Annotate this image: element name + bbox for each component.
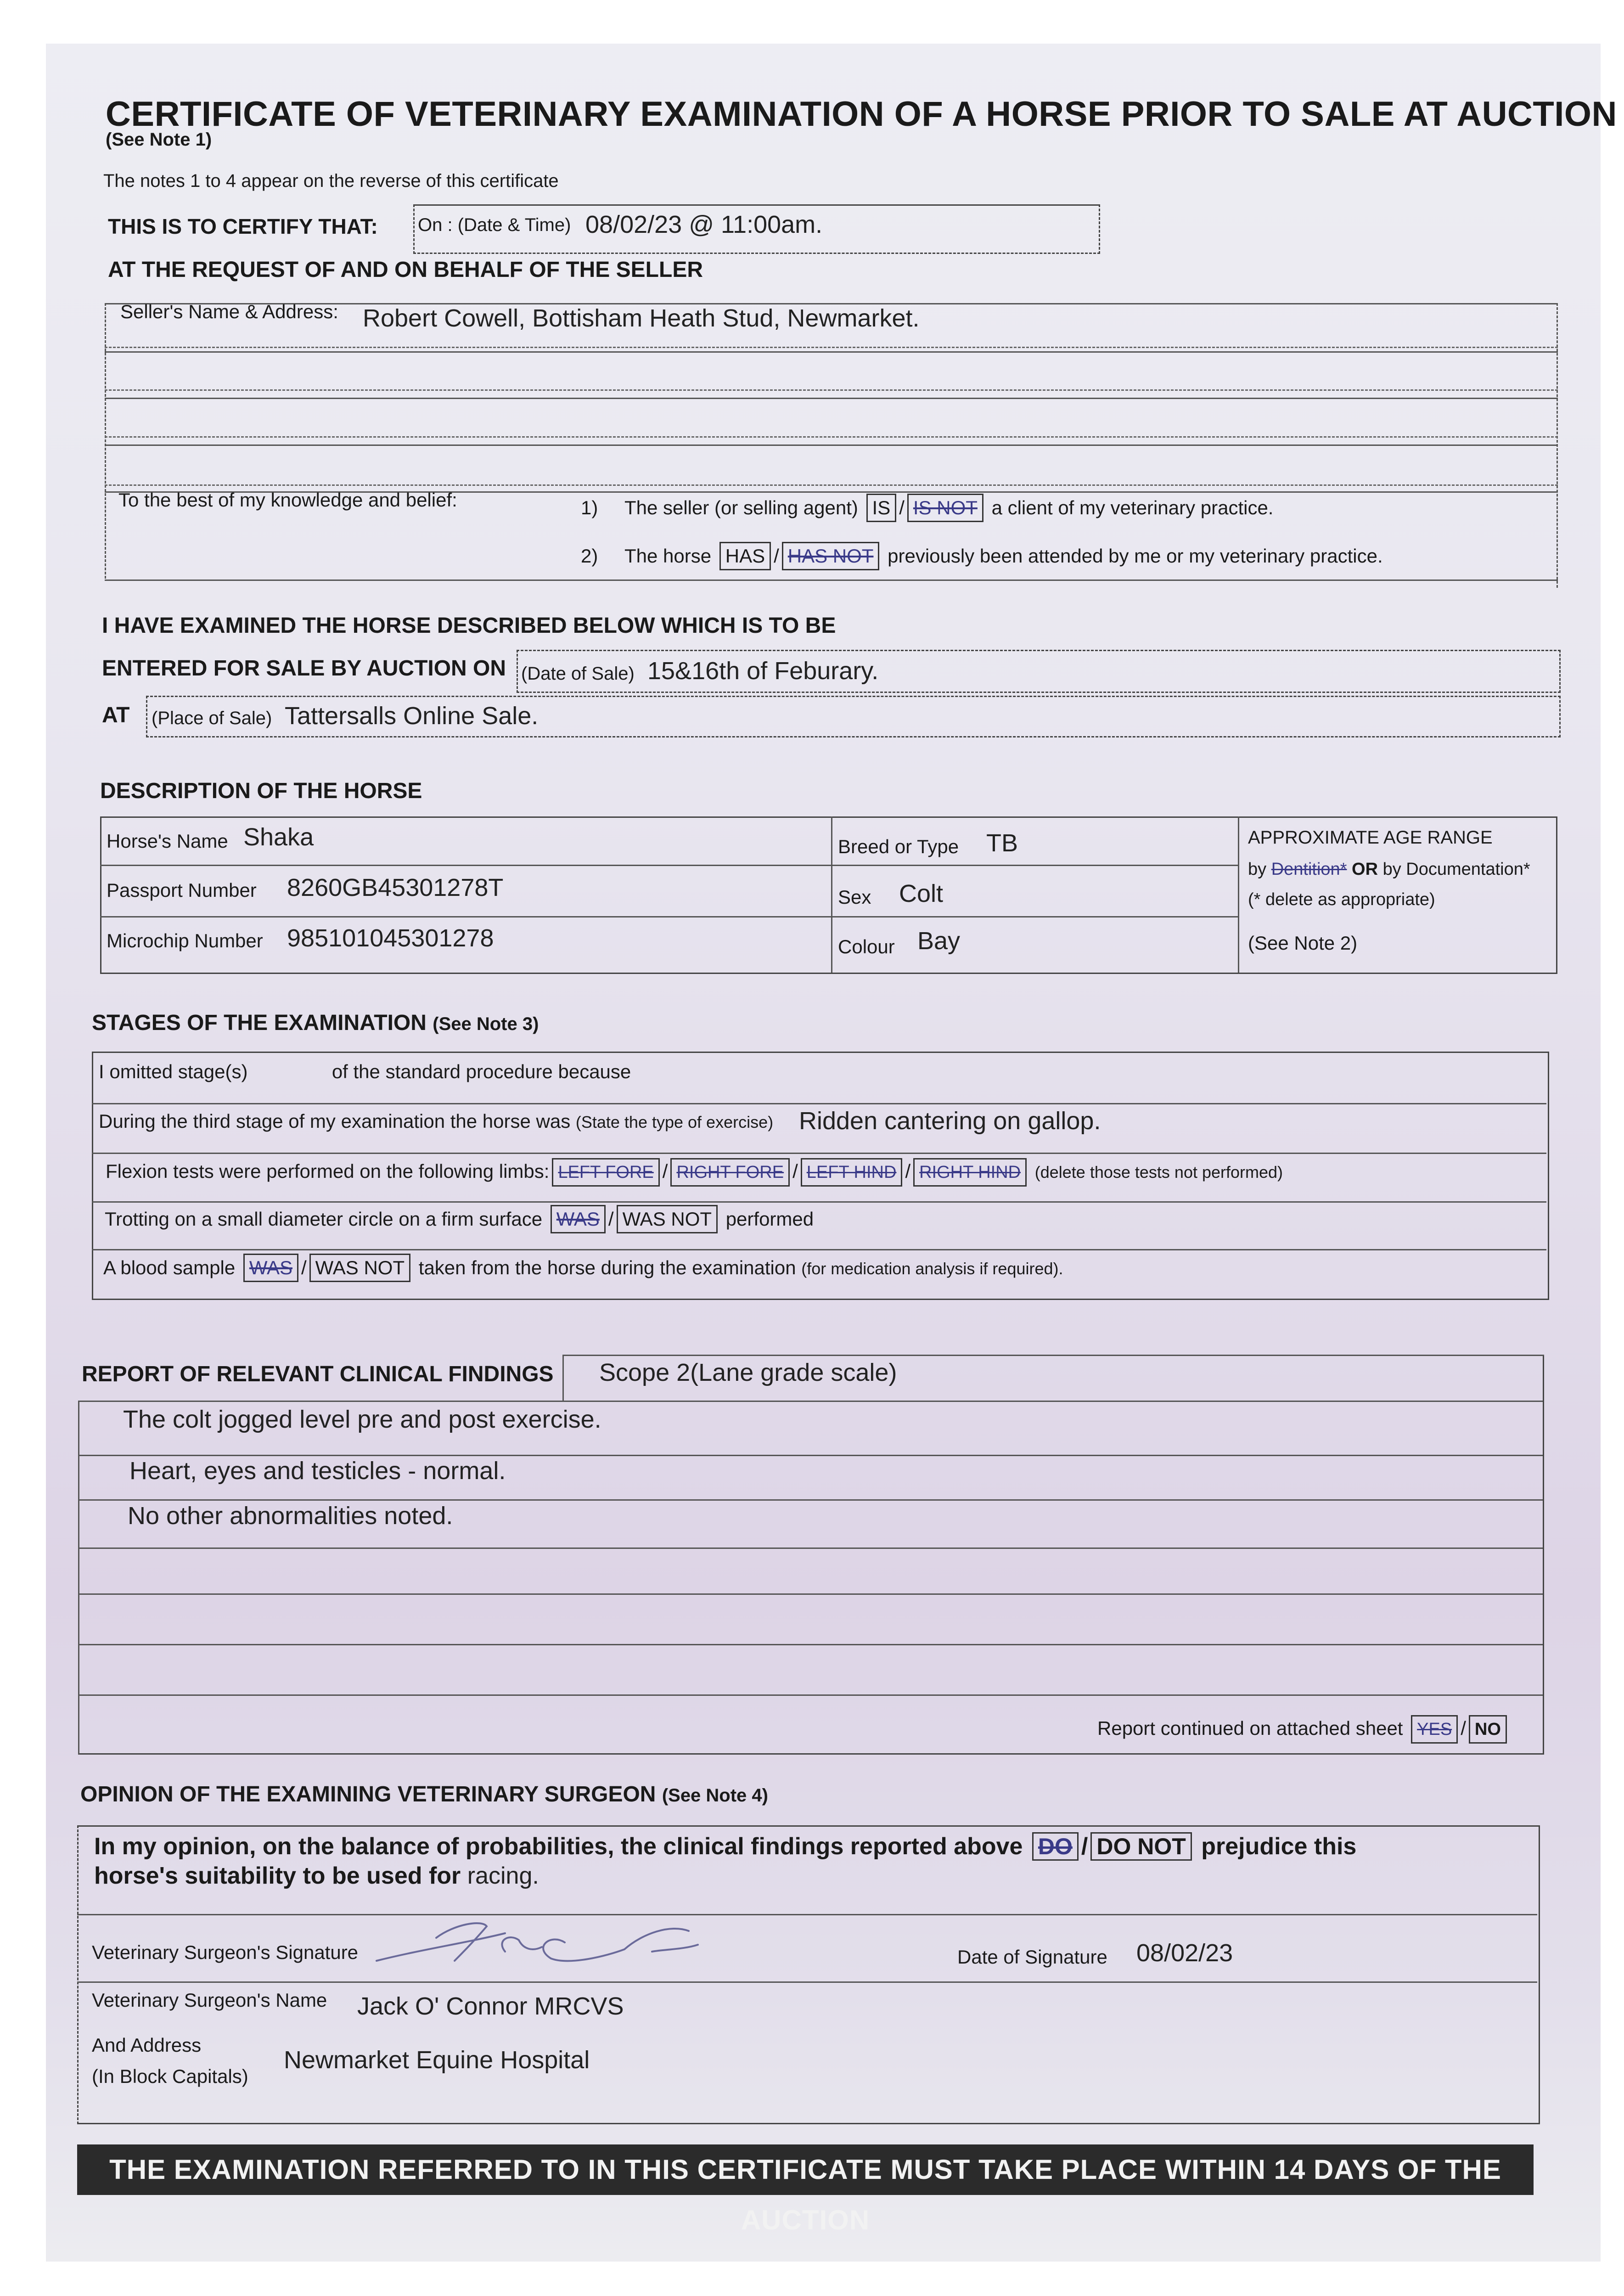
report-continued-line: Report continued on attached sheet YES / NO: [1097, 1715, 1510, 1744]
place-of-sale-value: Tattersalls Online Sale.: [285, 702, 539, 730]
veterinary-signature: [367, 1906, 744, 1979]
seller-label: Seller's Name & Address:: [120, 301, 338, 322]
sex-value: Colt: [899, 880, 944, 907]
horse-name-label: Horse's Name: [107, 830, 228, 852]
report-line-0: Scope 2(Lane grade scale): [599, 1359, 897, 1386]
age-see-note: (See Note 2): [1248, 932, 1358, 954]
third-stage-value: Ridden cantering on gallop.: [799, 1107, 1101, 1135]
opinion-heading: OPINION OF THE EXAMINING VETERINARY SURGEON (See Note 4): [80, 1782, 768, 1806]
date-of-signature-value: 08/02/23: [1136, 1939, 1233, 1967]
opinion-text-line1: In my opinion, on the balance of probabilities, the clinical findings reported above DO / DO NOT prejudice this: [94, 1833, 1357, 1860]
examined-heading-2: ENTERED FOR SALE BY AUCTION ON: [102, 656, 506, 681]
colour-value: Bay: [917, 927, 961, 955]
passport-label: Passport Number: [107, 879, 257, 901]
notes-line: The notes 1 to 4 appear on the reverse of this certificate: [103, 171, 559, 191]
at-label: AT: [102, 703, 130, 727]
certify-label: THIS IS TO CERTIFY THAT:: [108, 214, 378, 238]
age-range-options: by Dentition* OR by Documentation*: [1248, 860, 1530, 879]
date-of-signature-label: Date of Signature: [957, 1946, 1107, 1968]
date-of-sale-label: (Date of Sale): [521, 664, 635, 684]
belief-item2: 2) The horse HAS / HAS NOT previously been attended by me or my veterinary practice.: [581, 542, 1383, 570]
flexion-right-fore[interactable]: RIGHT FORE: [670, 1158, 790, 1187]
horse-name-value: Shaka: [243, 823, 314, 851]
breed-label: Breed or Type: [838, 836, 959, 857]
blood-was-not-option[interactable]: WAS NOT: [309, 1254, 410, 1282]
colour-label: Colour: [838, 936, 895, 957]
third-stage-line: During the third stage of my examination the horse was (State the type of exercise): [99, 1110, 774, 1132]
address-label-1: And Address: [92, 2034, 202, 2056]
trotting-was-option[interactable]: WAS: [551, 1205, 606, 1233]
continued-no-option[interactable]: NO: [1469, 1715, 1507, 1744]
vet-address-value: Newmarket Equine Hospital: [284, 2046, 590, 2074]
horse-has-not-option[interactable]: HAS NOT: [782, 542, 880, 570]
address-label-2: (In Block Capitals): [92, 2065, 248, 2087]
documentation-option[interactable]: by Documentation*: [1382, 860, 1530, 879]
belief-label: To the best of my knowledge and belief:: [118, 489, 457, 511]
title-note: (See Note 1): [106, 129, 212, 150]
flexion-left-hind[interactable]: LEFT HIND: [801, 1158, 903, 1187]
report-line-2: Heart, eyes and testicles - normal.: [129, 1457, 506, 1485]
examined-heading-1: I HAVE EXAMINED THE HORSE DESCRIBED BELOW WHICH IS TO BE: [102, 613, 836, 638]
seller-name-address: Robert Cowell, Bottisham Heath Stud, Newmarket.: [363, 304, 920, 332]
request-heading: AT THE REQUEST OF AND ON BEHALF OF THE SELLER: [108, 258, 703, 282]
microchip-label: Microchip Number: [107, 930, 263, 951]
seller-is-not-option[interactable]: IS NOT: [907, 494, 983, 522]
blood-was-option[interactable]: WAS: [243, 1254, 298, 1282]
flexion-right-hind[interactable]: RIGHT HIND: [913, 1158, 1027, 1187]
opinion-text-line2: horse's suitability to be used for racing.: [94, 1863, 539, 1889]
footer-banner: THE EXAMINATION REFERRED TO IN THIS CERTIFICATE MUST TAKE PLACE WITHIN 14 DAYS OF THE AUCTION: [77, 2144, 1534, 2195]
report-heading: REPORT OF RELEVANT CLINICAL FINDINGS: [82, 1362, 554, 1386]
omitted-line: I omitted stage(s) of the standard procedure because: [99, 1061, 631, 1082]
belief-item1: 1) The seller (or selling agent) IS / IS NOT a client of my veterinary practice.: [581, 494, 1273, 522]
microchip-value: 985101045301278: [287, 924, 494, 952]
passport-value: 8260GB45301278T: [287, 874, 504, 901]
report-line-3: No other abnormalities noted.: [128, 1502, 453, 1530]
intended-use-value: racing.: [467, 1863, 539, 1889]
place-of-sale-label: (Place of Sale): [152, 708, 272, 728]
signature-label: Veterinary Surgeon's Signature: [92, 1941, 359, 1963]
on-label: On : (Date & Time): [418, 215, 571, 235]
date-of-sale-value: 15&16th of Feburary.: [647, 657, 879, 685]
age-delete-note: (* delete as appropriate): [1248, 890, 1435, 909]
trotting-was-not-option[interactable]: WAS NOT: [617, 1205, 718, 1233]
report-line-1: The colt jogged level pre and post exercise.: [123, 1406, 601, 1433]
breed-value: TB: [986, 829, 1018, 857]
vet-name-value: Jack O' Connor MRCVS: [357, 1992, 624, 2020]
horse-has-option[interactable]: HAS: [719, 542, 771, 570]
exam-datetime: 08/02/23 @ 11:00am.: [585, 211, 823, 238]
seller-is-option[interactable]: IS: [866, 494, 897, 522]
description-heading: DESCRIPTION OF THE HORSE: [100, 779, 422, 803]
sex-label: Sex: [838, 886, 871, 908]
age-range-label: APPROXIMATE AGE RANGE: [1248, 827, 1493, 848]
trotting-line: Trotting on a small diameter circle on a firm surface WAS / WAS NOT performed: [105, 1205, 814, 1233]
opinion-do-option[interactable]: DO: [1032, 1832, 1079, 1861]
vet-name-label: Veterinary Surgeon's Name: [92, 1989, 327, 2011]
stages-heading: STAGES OF THE EXAMINATION (See Note 3): [92, 1011, 539, 1035]
certificate-title: CERTIFICATE OF VETERINARY EXAMINATION OF A HORSE PRIOR TO SALE AT AUCTION: [106, 95, 1617, 134]
dentition-option[interactable]: Dentition*: [1271, 860, 1347, 879]
continued-yes-option[interactable]: YES: [1411, 1715, 1458, 1744]
flexion-left-fore[interactable]: LEFT FORE: [552, 1158, 659, 1187]
opinion-do-not-option[interactable]: DO NOT: [1090, 1832, 1191, 1861]
blood-sample-line: A blood sample WAS / WAS NOT taken from the horse during the examination (for medication analysis if required).: [103, 1254, 1063, 1282]
flexion-line: Flexion tests were performed on the following limbs: LEFT FORE / RIGHT FORE / LEFT HIND / RIGHT HIND (delete those tests not performed): [106, 1158, 1283, 1187]
